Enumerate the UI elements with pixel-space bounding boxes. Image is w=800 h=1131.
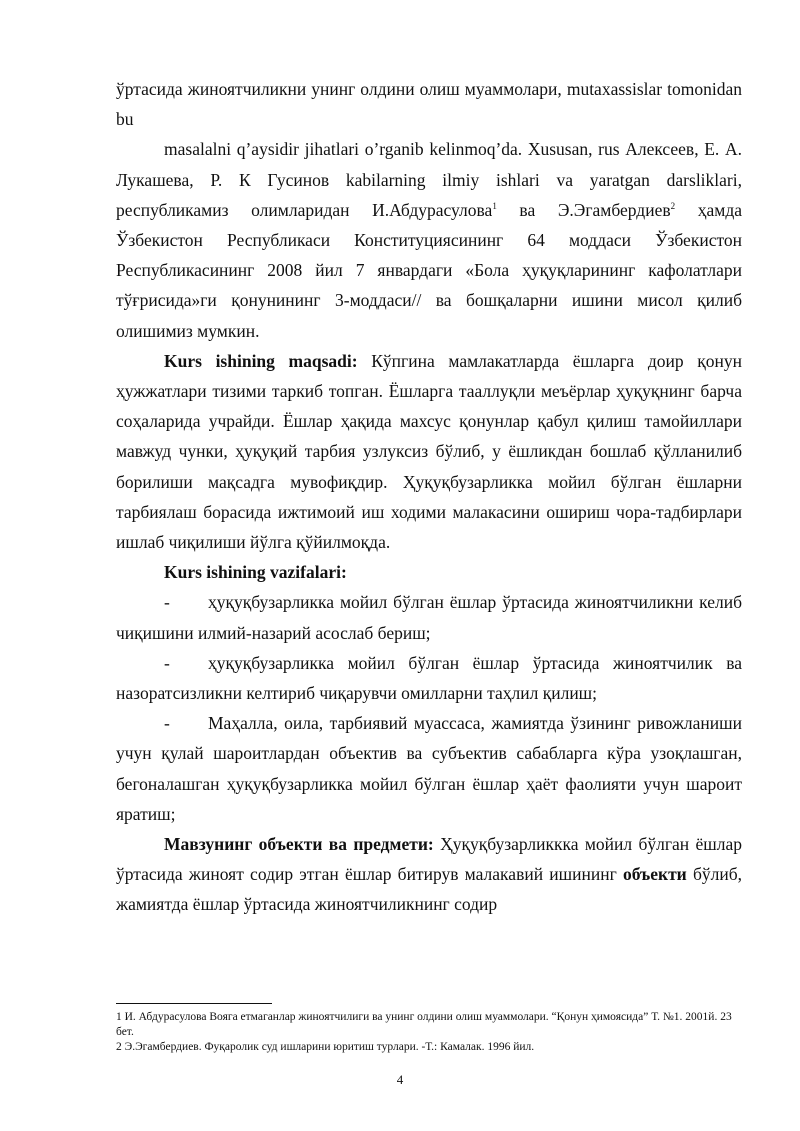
- task-item-2: [116, 648, 742, 708]
- paragraph-object: [116, 829, 742, 920]
- literature-text-a: masalalni q’aysidir jihatlari o’rganib kelinmoq’da. Xususan, rus Алексеев, Е. А. Лукашева, Р. К Гусинов kabilarning ilmiy ishlari va yaratgan darsliklari, республикамиз олимларидан И.Абдурасулова: [116, 139, 742, 220]
- task-text-3: Маҳалла, оила, тарбиявий муассаса, жамиятда ўзининг ривожланиши учун қулай шароитлардан объектив ва субъектив сабабларга кўра узоқлашган, бегоналашган ҳуқуқбузарликка мойил бўлган ёшлар ҳаёт фаолияти учун шароит яратиш;: [116, 713, 742, 824]
- object-text-a: Ҳуқуқбузарликкка мойил бўлган ёшлар ўртасида жиноят содир этган ёшлар битирув малакавий ишининг: [116, 834, 742, 885]
- literature-text-c: ҳамда Ўзбекистон Республикаси Конституциясининг 64 моддаси Ўзбекистон Республикасининг 2008 йил 7 январдаги «Бола ҳуқуқларининг кафолатлари тўғрисида»ги қонунининг 3-моддаси// ва бошқаларни ишини мисол қилиб олишимиз мумкин.: [116, 199, 742, 341]
- goal-text: Кўпгина мамлакатларда ёшларга доир қонун ҳужжатлари тизими таркиб топган. Ёшларга тааллуқли меъёрлар ҳуқуқнинг барча соҳаларида учрайди. Ёшлар ҳақида махсус қонунлар қабул қилиш тамойиллари мавжуд чунки, ҳуқуқий тарбия узлуксиз бўлиб, у ёшликдан бошлаб қўлланилиб борилиши мақсадга мувофиқдир. Ҳуқуқбузарликка мойил бўлган ёшларни тарбиялаш борасида ижтимоий иш ходими малакасини ошириш чора-тадбирлари ишлаб чиқилиши йўлга қўйилмоқда.: [116, 350, 742, 553]
- task-item-1: [116, 587, 742, 647]
- task-text-1: ҳуқуқбузарликка мойил бўлган ёшлар ўртасида жиноятчиликни келиб чиқишини илмий-назарий асослаб бериш;: [116, 592, 742, 643]
- bullet-dash: -: [164, 652, 170, 673]
- task-item-3: [116, 708, 742, 829]
- task-text-2: ҳуқуқбузарликка мойил бўлган ёшлар ўртасида жиноятчилик ва назоратсизликни келтириб чиқарувчи омилларни таҳлил қилиш;: [116, 652, 742, 704]
- tasks-heading: [116, 557, 742, 587]
- footnote-separator: [116, 1003, 272, 1004]
- object-text-b: бўлиб, жамиятда ёшлар ўртасида жиноятчиликнинг содир: [116, 864, 742, 915]
- bullet-dash: -: [164, 592, 170, 613]
- footnotes: [116, 1010, 742, 1055]
- object-bold-word: объекти: [622, 864, 687, 885]
- footnote-1: 1 И. Абдурасулова Вояга етмаганлар жиноятчилиги ва унинг олдини олиш муаммолари. “Қонун ҳимоясида” Т. №1. 2001й. 23 бет.: [116, 1011, 732, 1038]
- paragraph-literature: [116, 134, 742, 345]
- goal-label: Kurs ishining maqsadi:: [164, 350, 358, 371]
- footnote-ref-1: 1: [492, 200, 497, 211]
- footnote-2: 2 Э.Эгамбердиев. Фуқаролик суд ишларини юритиш турлари. -Т.: Камалак. 1996 йил.: [116, 1041, 535, 1053]
- object-label: Мавзунинг объекти ва предмети:: [164, 834, 434, 855]
- page-number: 4: [396, 1072, 404, 1087]
- paragraph-continuation: ўртасида жиноятчиликни унинг олдини олиш муаммолари, mutaxassislar tomonidan bu: [116, 79, 742, 130]
- body-text: [116, 74, 742, 920]
- paragraph-goal: [116, 346, 742, 557]
- literature-text-b: ва Э.Эгамбердиев: [496, 199, 671, 220]
- tasks-heading-text: Kurs ishining vazifalari:: [164, 562, 347, 583]
- bullet-dash: -: [164, 713, 170, 734]
- footnote-ref-2: 2: [670, 200, 676, 211]
